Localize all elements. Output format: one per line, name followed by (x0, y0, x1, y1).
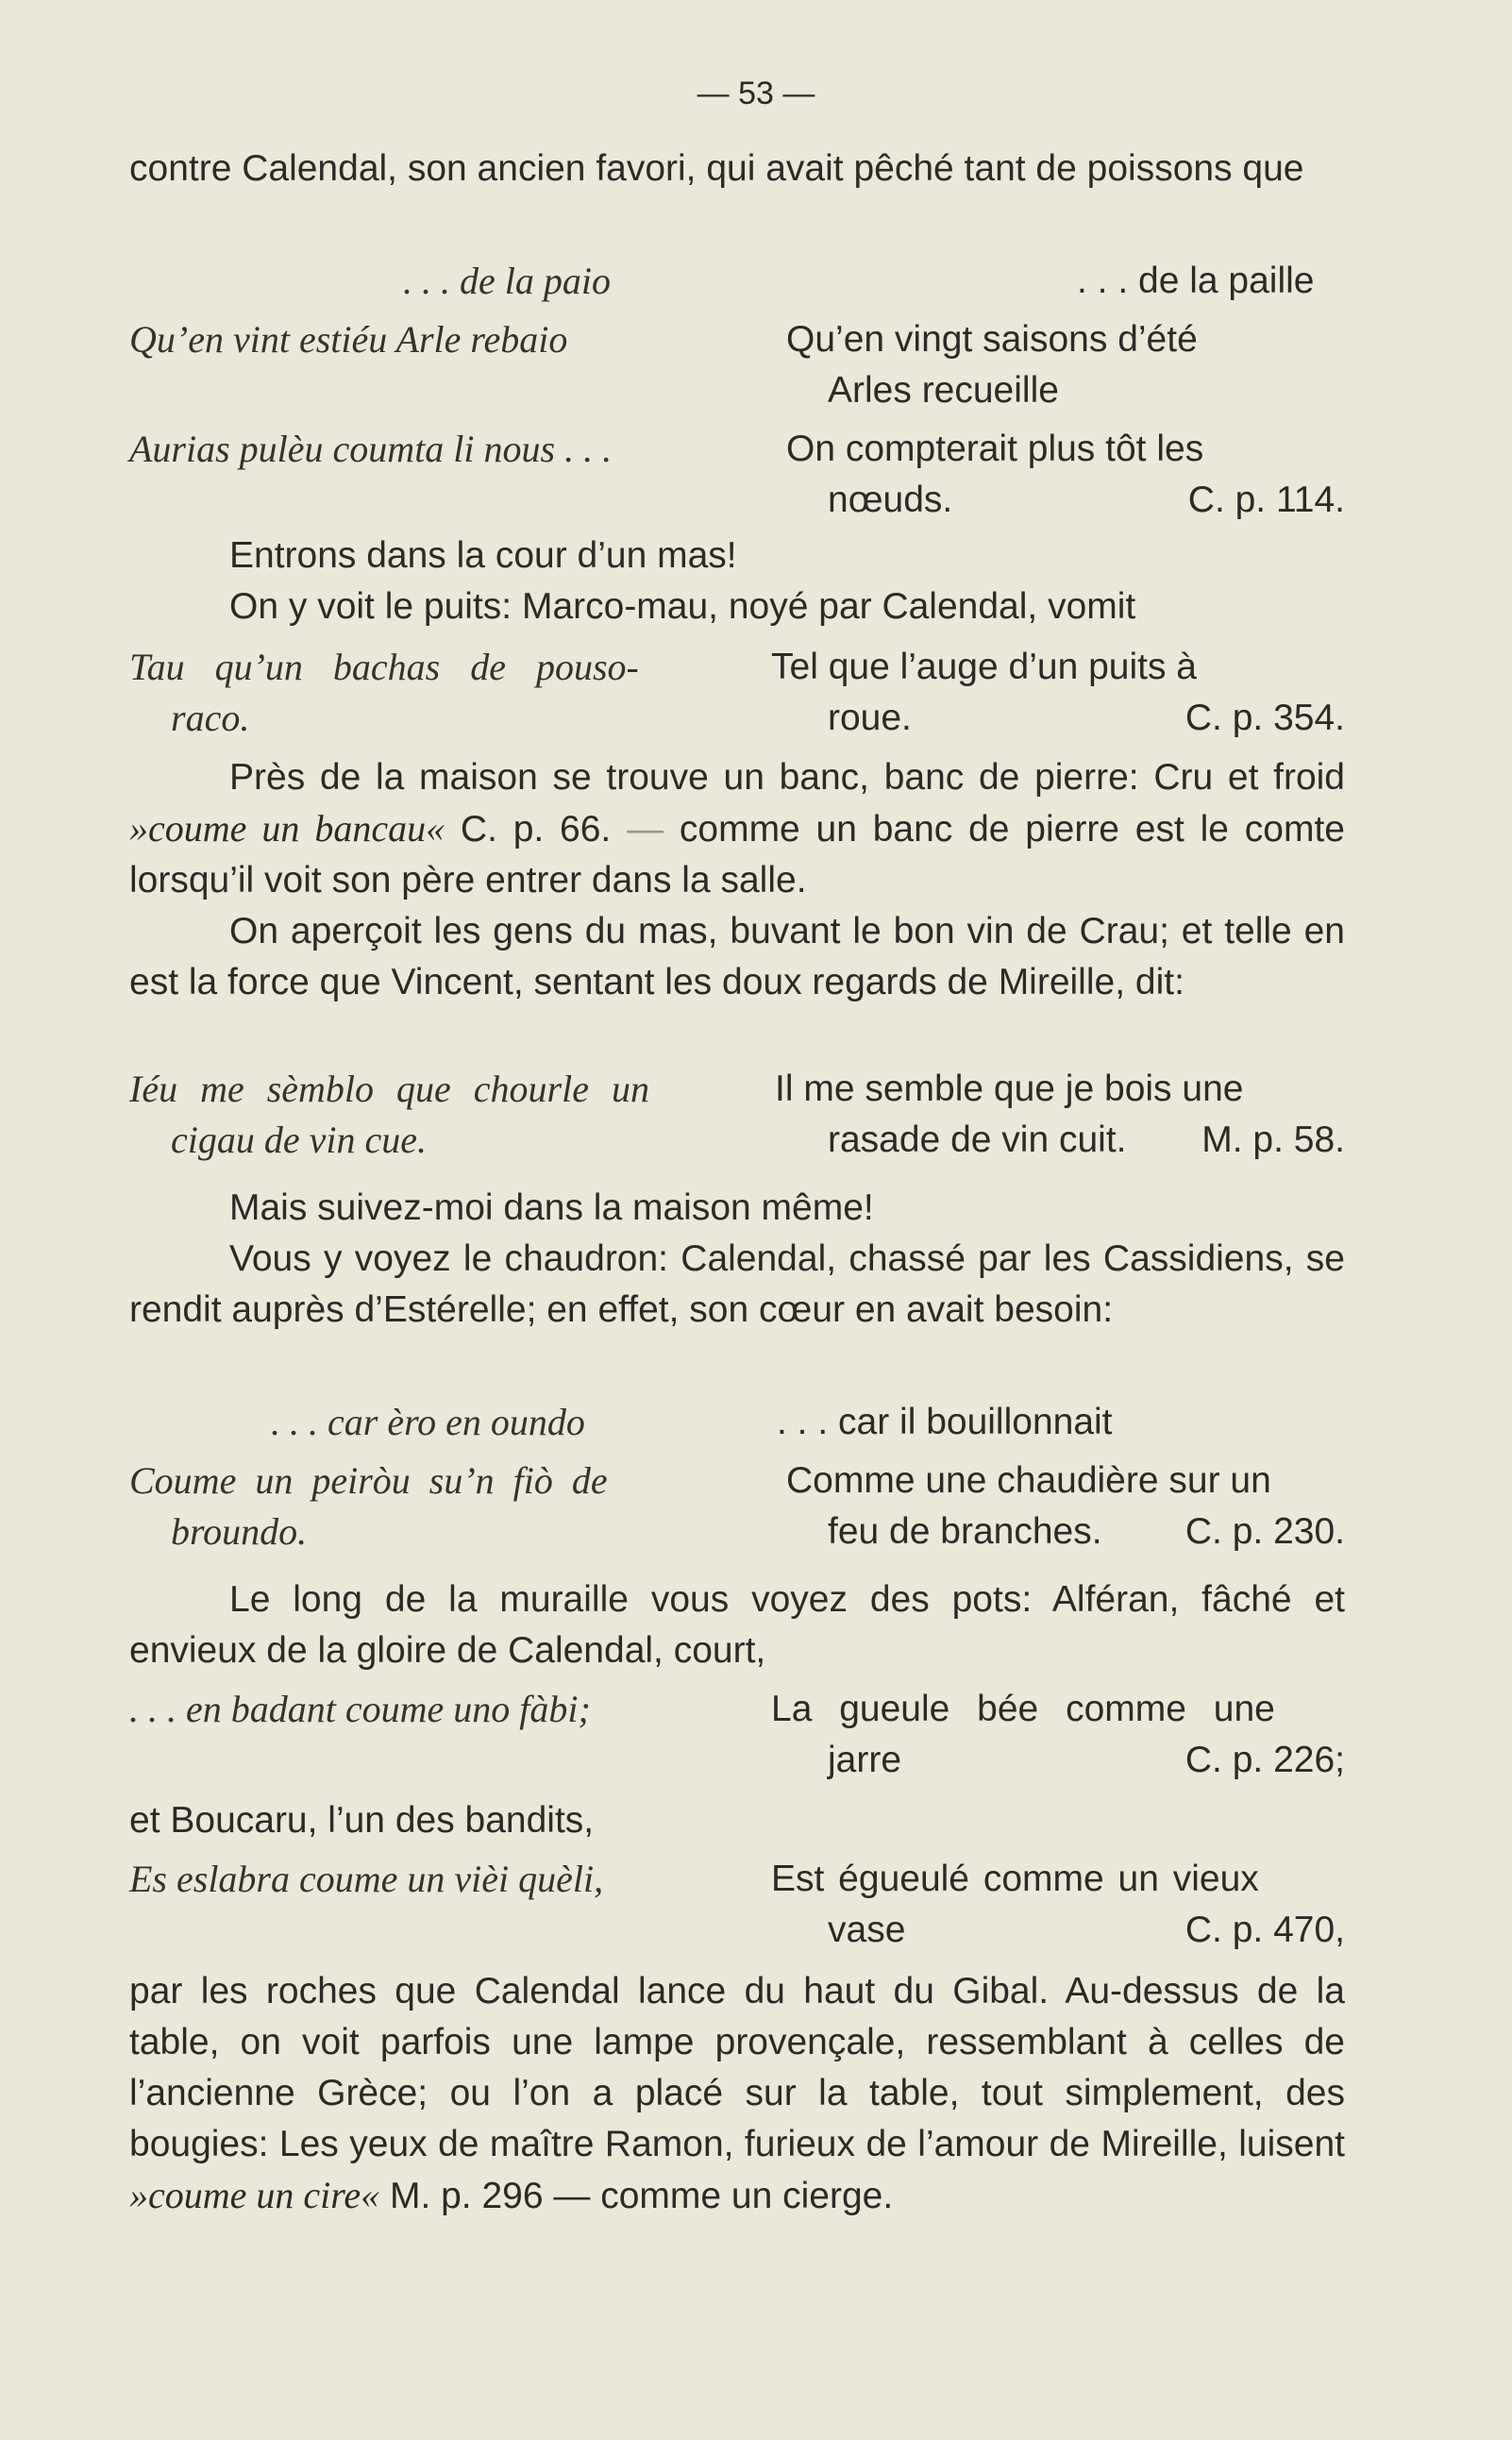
verse-line: Coume un peiròu su’n fiò de (129, 1459, 608, 1502)
quotation-chaudiere (129, 1397, 1345, 1557)
quotation-jarre (129, 1684, 1345, 1797)
paragraph-text: Entrons dans la cour d’un mas! (229, 535, 737, 576)
translation-line: Qu’en vingt saisons d’été (786, 319, 1198, 360)
quotation-paille (129, 256, 1345, 530)
citation-ref: C. p. 66. (460, 809, 612, 850)
translation-line: rasade de vin cuit. (828, 1119, 1127, 1160)
provencal-verse (129, 256, 696, 475)
verse-line: . . . car èro en oundo (271, 1401, 585, 1443)
translation-line: jarre (828, 1740, 902, 1780)
verse-line: cigau de vin cue. (171, 1119, 427, 1161)
paragraph-banc (129, 752, 1345, 906)
verse-line: broundo. (171, 1510, 308, 1553)
french-translation (777, 1397, 1345, 1557)
verse-line: Tau qu’un bachas de pouso- (129, 646, 639, 688)
paragraph-cour (129, 530, 1345, 632)
citation-ref: M. p. 296 — (389, 2176, 591, 2216)
page-number: — 53 — (697, 76, 815, 111)
paragraph-text: Près de la maison se trouve un banc, banc de pierre: Cru et froid »coume un bancau« C. p. 66. — comme un banc de pierre est le comte lorsqu’il voit son père entrer dans la salle. (129, 757, 1345, 900)
paragraph-chaudron (129, 1183, 1345, 1336)
provencal-verse (129, 1064, 696, 1166)
translation-line: Comme une chaudière sur un (786, 1460, 1271, 1501)
provencal-verse (129, 1854, 696, 1905)
inline-quote: »coume un cire« (129, 2174, 380, 2216)
translation-line: Tel que l’auge d’un puits à (771, 647, 1197, 687)
translation-line: La gueule bée comme une (771, 1689, 1275, 1729)
french-translation (771, 1854, 1345, 1956)
quotation-puits (129, 642, 1345, 755)
citation-ref: C. p. 114. (1187, 480, 1345, 520)
verse-line: . . . en badant coume uno fàbi; (129, 1688, 591, 1730)
translation-line: nœuds. (828, 480, 953, 520)
translation-line: feu de branches. (828, 1511, 1102, 1552)
translation-line-with-ref (786, 1506, 1345, 1557)
translation-line-with-ref (786, 1735, 1345, 1786)
paragraph-table (129, 1966, 1345, 2222)
translation-line-with-ref (786, 1905, 1345, 1956)
translation-line: Il me semble que je bois une (775, 1069, 1244, 1109)
paragraph-text: contre Calendal, son ancien favori, qui avait pêché tant de poissons que (129, 148, 1304, 189)
paragraph-gens-du-mas (129, 906, 1345, 1008)
inline-quote: »coume un bancau« (129, 807, 445, 850)
paragraph-intro (129, 143, 1345, 194)
paragraph-text: Vous y voyez le chaudron: Calendal, chassé par les Cassidiens, se rendit auprès d’Estérelle; en effet, son cœur en avait besoin: (129, 1238, 1345, 1330)
french-translation (786, 256, 1345, 526)
provencal-verse (129, 1684, 696, 1735)
paragraph-text: On aperçoit les gens du mas, buvant le bon vin de Crau; et telle en est la force que Vincent, sentant les doux regards de Mireille, dit: (129, 911, 1345, 1002)
paragraph-text: Le long de la muraille vous voyez des pots: Alféran, fâché et envieux de la gloire de Calendal, court, (129, 1579, 1345, 1671)
translation-line: Arles recueille (828, 370, 1059, 411)
verse-line: Qu’en vint estiéu Arle rebaio (129, 318, 568, 361)
translation-line: Est égueulé comme un vieux (771, 1859, 1259, 1899)
french-translation (771, 1684, 1345, 1786)
translation-line-with-ref (786, 1115, 1345, 1166)
translation-line-with-ref (786, 475, 1345, 526)
french-translation (771, 642, 1345, 744)
citation-ref: C. p. 470, (1184, 1910, 1345, 1950)
paragraph-muraille (129, 1574, 1345, 1676)
citation-ref: M. p. 58. (1201, 1119, 1345, 1160)
verse-line: Aurias pulèu coumta li nous . . . (129, 428, 613, 470)
french-translation (775, 1064, 1345, 1166)
paragraph-text: par les roches que Calendal lance du haut du Gibal. Au-dessus de la table, on voit parfois une lampe provençale, ressemblant à celles de l’ancienne Grèce; ou l’on a placé sur la table, tout simplement, des bougies: Les yeux de maître Ramon, furieux de l’amour de Mireille, luisent »coume un cire« M. p. 296 — comme un cierge. (129, 1971, 1345, 2216)
translation-line: . . . car il bouillonnait (777, 1402, 1113, 1442)
provencal-verse (129, 1397, 696, 1557)
translation-line-with-ref (786, 693, 1345, 744)
translation-line: vase (828, 1910, 906, 1950)
provencal-verse (129, 642, 696, 744)
paragraph-text: Mais suivez-moi dans la maison même! (229, 1187, 874, 1228)
translation-line: . . . de la paille (1077, 261, 1315, 301)
paragraph-text: et Boucaru, l’un des bandits, (129, 1800, 595, 1841)
citation-ref: C. p. 354. (1184, 698, 1345, 738)
quotation-vin-cuit (129, 1064, 1345, 1177)
paragraph-boucaru (129, 1795, 1345, 1846)
citation-ref: C. p. 226; (1184, 1740, 1345, 1780)
verse-line: Es eslabra coume un vièi quèli, (129, 1858, 604, 1900)
translation-line: roue. (828, 698, 912, 738)
paragraph-text: On y voit le puits: Marco-mau, noyé par Calendal, vomit (229, 586, 1136, 627)
verse-line: Iéu me sèmblo que chourle un (129, 1068, 649, 1110)
quotation-vase (129, 1854, 1345, 1967)
translation-line: On compterait plus tôt les (786, 429, 1204, 469)
verse-line: . . . de la paio (403, 260, 611, 302)
verse-line: raco. (171, 697, 250, 739)
citation-ref: C. p. 230. (1184, 1511, 1345, 1552)
